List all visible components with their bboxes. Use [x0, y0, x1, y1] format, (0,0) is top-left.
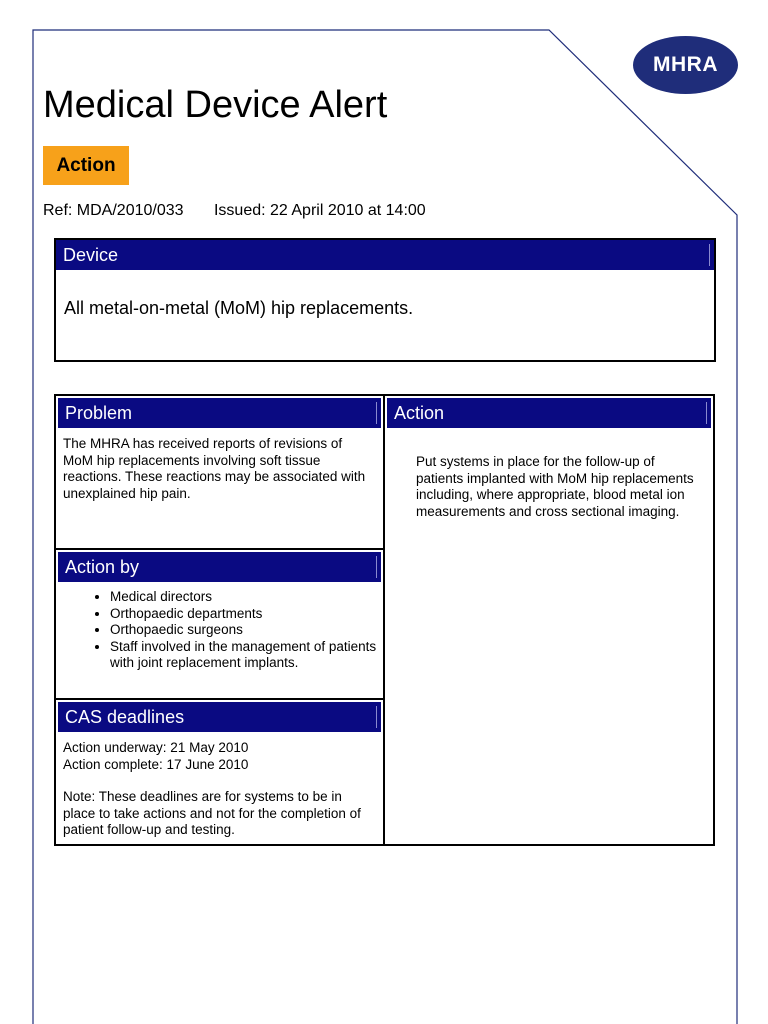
left-column: [56, 396, 385, 844]
action-badge: Action: [43, 146, 129, 185]
right-column: [385, 396, 713, 844]
problem-text: The MHRA has received reports of revisions of MoM hip replacements involving soft tissue reactions. These reactions may be associated with unexplained hip pain.: [63, 436, 366, 501]
action-complete-date: Action complete: 17 June 2010: [63, 756, 249, 772]
details-table: [54, 394, 715, 846]
cas-deadlines-section: [56, 700, 383, 844]
action-underway-date: Action underway: 21 May 2010: [63, 740, 249, 755]
problem-heading: Problem: [58, 398, 381, 428]
list-item: • Orthopaedic surgeons: [110, 622, 383, 639]
action-text: Put systems in place for the follow-up of patients implanted with MoM hip replacements including, where appropriate, blood metal ion measurements and cross sectional imaging.: [416, 454, 694, 519]
device-heading: Device: [56, 240, 714, 270]
issued-date: Issued: 22 April 2010 at 14:00: [213, 202, 426, 219]
action-heading: Action: [387, 398, 711, 428]
action-by-heading: Action by: [58, 552, 381, 582]
reference-line: [43, 202, 426, 220]
deadline-note: Note: These deadlines are for systems to be in place to take actions and not for the completion of patient follow-up and testing.: [63, 789, 361, 837]
device-text: All metal-on-metal (MoM) hip replacements.: [64, 298, 414, 318]
action-by-list: [56, 584, 383, 672]
page-title: Medical Device Alert: [43, 84, 388, 126]
device-section: [54, 238, 716, 362]
action-by-section: [56, 550, 383, 700]
cas-deadlines-body: [56, 734, 383, 839]
list-item: • Orthopaedic departments: [110, 606, 383, 623]
list-item: • Medical directors: [110, 589, 383, 606]
mhra-logo: MHRA: [633, 36, 738, 94]
cas-deadlines-heading: CAS deadlines: [58, 702, 381, 732]
list-item: • Staff involved in the management of patients with joint replacement implants.: [110, 639, 383, 672]
problem-section: [56, 396, 383, 550]
reference-number: Ref: MDA/2010/033: [43, 202, 184, 219]
